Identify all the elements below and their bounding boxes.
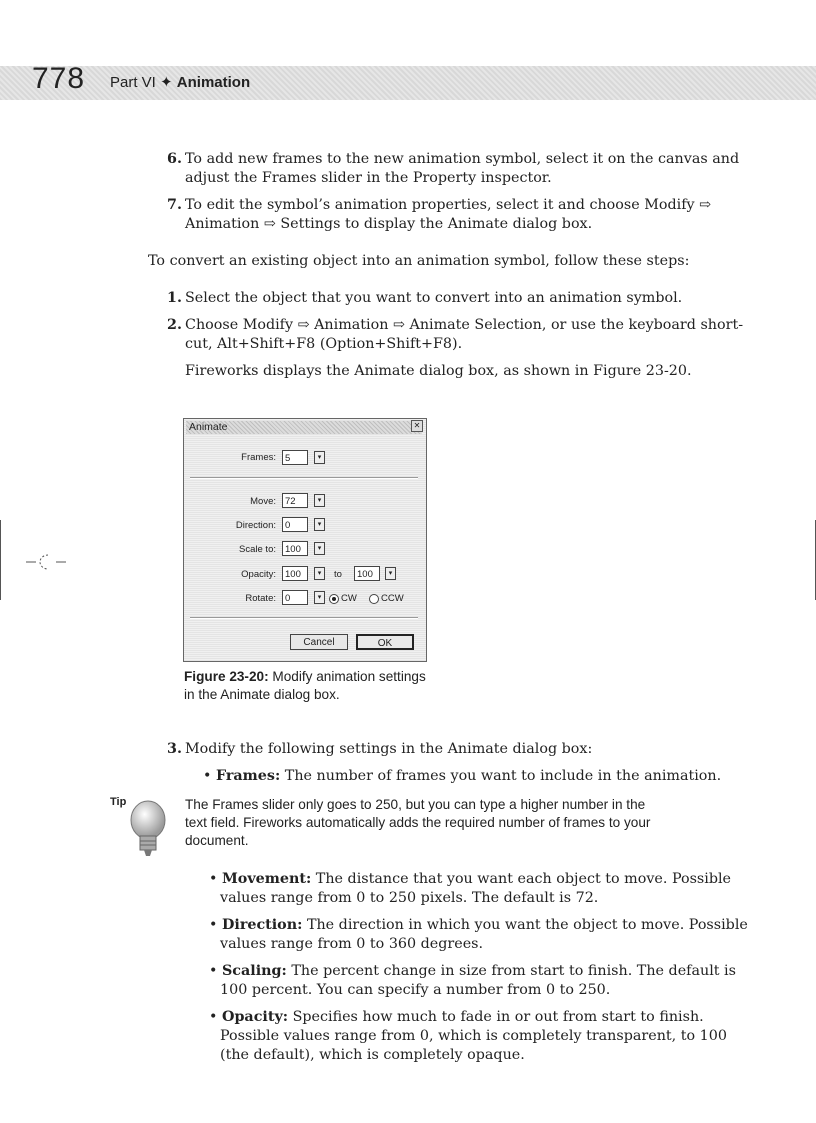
- dialog-title: Animate: [186, 421, 422, 434]
- opacity-from-dropdown-icon[interactable]: ▾: [314, 567, 325, 580]
- cw-radio[interactable]: [329, 594, 339, 604]
- list-item: 6.: [167, 151, 182, 167]
- direction-label: Direction:: [235, 520, 276, 531]
- list-item-text: Modify the following settings in the Animate dialog box:: [185, 741, 593, 757]
- list-item-text: To add new frames to the new animation symbol, select it on the canvas and: [185, 151, 740, 167]
- rotate-dropdown-icon[interactable]: ▾: [314, 591, 325, 604]
- list-item: 1.: [167, 290, 182, 306]
- opacity-to-input[interactable]: 100: [354, 566, 380, 581]
- frames-dropdown-icon[interactable]: ▾: [314, 451, 325, 464]
- divider: [190, 617, 418, 619]
- bullet-text: 100 percent. You can specify a number from 0 to 250.: [220, 982, 611, 998]
- scale-label: Scale to:: [239, 544, 276, 555]
- bullet-text: values range from 0 to 250 pixels. The default is 72.: [220, 890, 599, 906]
- close-icon[interactable]: ✕: [411, 420, 423, 432]
- list-item-text: Choose Modify ⇨ Animation ⇨ Animate Selection, or use the keyboard short-: [185, 317, 744, 333]
- list-item: 7.: [167, 197, 182, 213]
- body-paragraph: To convert an existing object into an animation symbol, follow these steps:: [148, 253, 690, 269]
- registration-mark-icon: [24, 552, 68, 572]
- list-item-text: Animation ⇨ Settings to display the Animate dialog box.: [185, 216, 593, 232]
- bullet-text: (the default), which is completely opaque.: [220, 1047, 525, 1063]
- move-label: Move:: [250, 496, 276, 507]
- list-item-text: To edit the symbol’s animation properties, select it and choose Modify ⇨: [185, 197, 712, 213]
- ok-button[interactable]: OK: [356, 634, 414, 650]
- direction-input[interactable]: 0: [282, 517, 308, 532]
- bullet-item: • Direction: The direction in which you want the object to move. Possible: [209, 917, 748, 933]
- rotate-label: Rotate:: [245, 593, 276, 604]
- lightbulb-icon: [128, 798, 170, 860]
- scale-dropdown-icon[interactable]: ▾: [314, 542, 325, 555]
- opacity-to-label: to: [334, 569, 342, 580]
- move-dropdown-icon[interactable]: ▾: [314, 494, 325, 507]
- figure-caption: Figure 23-20: Modify animation settings in the Animate dialog box.: [184, 669, 426, 702]
- bullet-item: • Opacity: Specifies how much to fade in or out from start to finish.: [209, 1009, 704, 1025]
- body-paragraph: Fireworks displays the Animate dialog box, as shown in Figure 23-20.: [185, 363, 692, 379]
- ccw-radio[interactable]: [369, 594, 379, 604]
- rotate-input[interactable]: 0: [282, 590, 308, 605]
- scale-input[interactable]: 100: [282, 541, 308, 556]
- tip-label: Tip: [110, 796, 127, 808]
- opacity-label: Opacity:: [241, 569, 276, 580]
- divider: [190, 477, 418, 479]
- frames-label: Frames:: [241, 452, 276, 463]
- page-number: 778: [32, 62, 86, 95]
- bullet-item: • Movement: The distance that you want each object to move. Possible: [209, 871, 732, 887]
- tip-text: The Frames slider only goes to 250, but you can type a higher number in the text field. Fireworks automatically adds the required number of frames to your document.: [185, 797, 651, 848]
- margin-mark-left: [0, 520, 1, 600]
- bullet-text: Possible values range from 0, which is completely transparent, to 100: [220, 1028, 727, 1044]
- opacity-from-input[interactable]: 100: [282, 566, 308, 581]
- animate-dialog: [183, 418, 427, 662]
- list-item: 2.: [167, 317, 182, 333]
- opacity-to-dropdown-icon[interactable]: ▾: [385, 567, 396, 580]
- cw-label: CW: [341, 593, 357, 604]
- bullet-text: values range from 0 to 360 degrees.: [220, 936, 484, 952]
- cancel-button[interactable]: Cancel: [290, 634, 348, 650]
- ccw-label: CCW: [381, 593, 404, 604]
- list-item: 3.: [167, 741, 182, 757]
- list-item-text: cut, Alt+Shift+F8 (Option+Shift+F8).: [185, 336, 463, 352]
- part-label: Part VI ✦ Animation: [110, 74, 251, 91]
- bullet-item: • Frames: The number of frames you want to include in the animation.: [203, 768, 722, 784]
- list-item-text: Select the object that you want to convert into an animation symbol.: [185, 290, 683, 306]
- move-input[interactable]: 72: [282, 493, 308, 508]
- bullet-item: • Scaling: The percent change in size from start to finish. The default is: [209, 963, 736, 979]
- direction-dropdown-icon[interactable]: ▾: [314, 518, 325, 531]
- list-item-text: adjust the Frames slider in the Property inspector.: [185, 170, 552, 186]
- frames-input[interactable]: 5: [282, 450, 308, 465]
